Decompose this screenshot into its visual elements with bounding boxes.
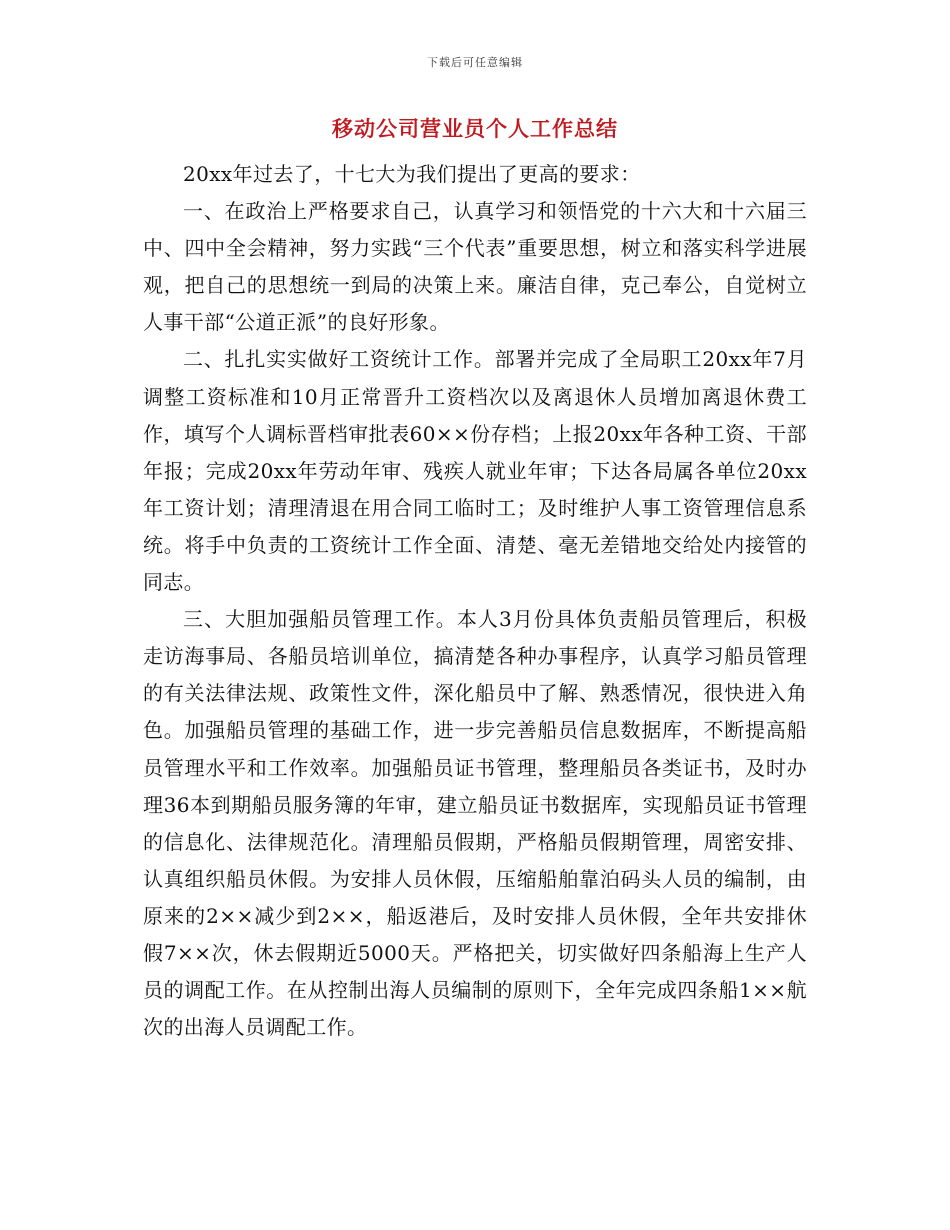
- document-body: [143, 156, 807, 1046]
- paragraph-intro: 20xx年过去了，十七大为我们提出了更高的要求：: [183, 162, 641, 186]
- document-title: 移动公司营业员个人工作总结: [332, 116, 618, 141]
- paragraph-politics: 一、在政治上严格要求自己，认真学习和领悟党的十六大和十六届三中、四中全会精神，努力实践“三个代表”重要思想，树立和落实科学进展观，把自己的思想统一到局的决策上来。廉洁自律，克己奉公，自觉树立人事干部“公道正派”的良好形象。: [143, 199, 807, 335]
- paragraph-wage-statistics: 二、扎扎实实做好工资统计工作。部署并完成了全局职工20xx年7月调整工资标准和10月正常晋升工资档次以及离退休人员增加离退休费工作，填写个人调标晋档审批表60××份存档；上报20xx年各种工资、干部年报；完成20xx年劳动年审、残疾人就业年审；下达各局属各单位20xx年工资计划；清理清退在用合同工临时工；及时维护人事工资管理信息系统。将手中负责的工资统计工作全面、清楚、毫无差错地交给处内接管的同志。: [143, 347, 807, 595]
- paragraph-crew-management: 三、大胆加强船员管理工作。本人3月份具体负责船员管理后，积极走访海事局、各船员培训单位，搞清楚各种办事程序，认真学习船员管理的有关法律法规、政策性文件，深化船员中了解、熟悉情况，很快进入角色。加强船员管理的基础工作，进一步完善船员信息数据库，不断提高船员管理水平和工作效率。加强船员证书管理，整理船员各类证书，及时办理36本到期船员服务簿的年审，建立船员证书数据库，实现船员证书管理的信息化、法律规范化。清理船员假期，严格船员假期管理，周密安排、认真组织船员休假。为安排人员休假，压缩船舶靠泊码头人员的编制，由原来的2××减少到2××，船返港后，及时安排人员休假，全年共安排休假7××次，休去假期近5000天。严格把关，切实做好四条船海上生产人员的调配工作。在从控制出海人员编制的原则下，全年完成四条船1××航次的出海人员调配工作。: [143, 607, 807, 1040]
- header-note: 下载后可任意编辑: [427, 56, 523, 69]
